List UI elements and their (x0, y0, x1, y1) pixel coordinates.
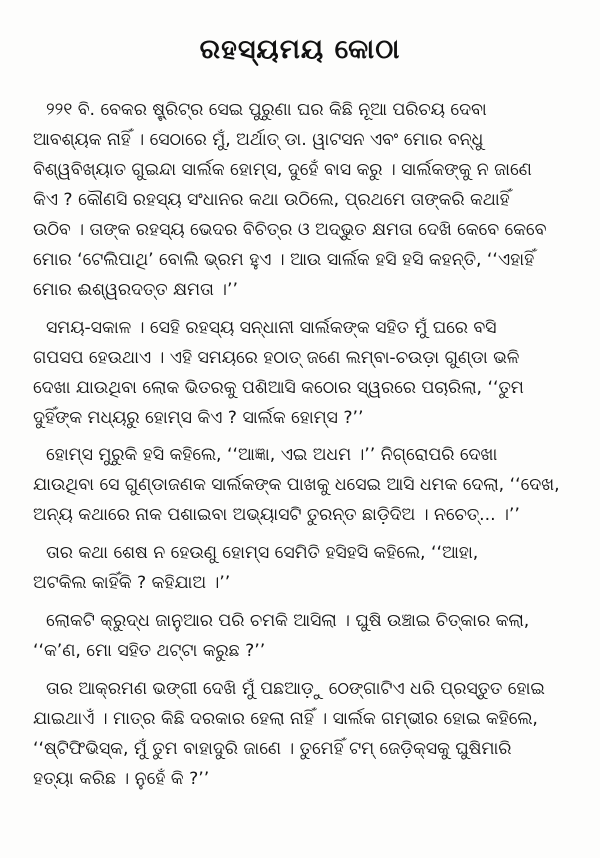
chapter-title: ରହସ୍ୟମୟ କୋଠା (199, 34, 401, 65)
text-line: ଗପସପ ହେଉଥାଏ । ଏହି ସମୟରେ ହଠାତ୍ ଜଣେ ଲମ୍ବା-ଚଉଡ଼ା ଗୁଣ୍ଡା ଭଳି (33, 348, 520, 368)
text-line: ବିଶ୍ୱବିଖ୍ୟାତ ଗୁଇନ୍ଦା ସାର୍ଲକ ହୋମ୍ସ, ଦୁହେଁ ବାସ କରୁ । ସାର୍ଲକଙ୍କୁ ନ ଜାଣେ (33, 160, 532, 180)
text-line: ଲୋକଟି କ୍ରୁଦ୍ଧ ଜାନୁଆର ପରି ଚମକି ଆସିଲା । ଘୁଷି ଉଞ୍ଚାଇ ଚିତ୍କାର କଲା, (46, 611, 530, 631)
text-line: ତାର କଥା ଶେଷ ନ ହେଉଣୁ ହୋମ୍ସ ସେମିତି ହସିହସି କହିଲେ, ‘‘ଆହା, (46, 543, 479, 563)
text-line: ୨୨୧ ବି. ବେକର ଷ୍ଟ୍ରିଟ୍‌ର ସେଇ ପୁରୁଣା ଘର କିଛି ନୂଆ ପରିଚୟ ଦେବା (46, 100, 487, 120)
text-line: କିଏ ? କୌଣସି ରହସ୍ୟ ସଂଧାନର କଥା ଉଠିଲେ, ପ୍ରଥମେ ତାଙ୍କରି କଥାହିଁ (33, 190, 510, 210)
text-line: ଯାଉଥିବା ସେ ଗୁଣ୍ଡାଜଣକ ସାର୍ଲକଙ୍କ ପାଖକୁ ଧସେଇ ଆସି ଧମକ ଦେଲା, ‘‘ଦେଖ, (33, 475, 560, 495)
text-line: ହୋମ୍ସ ମୁରୁକି ହସି କହିଲେ, ‘‘ଆଜ୍ଞା, ଏଇ ଅଧମ ।’’ ନିଗ୍ରୋପରି ଦେଖା (46, 445, 498, 465)
text-line: ଦୁହିଁଙ୍କ ମଧ୍ୟରୁ ହୋମ୍ସ କିଏ ? ସାର୍ଲକ ହୋମ୍ସ ?’’ (33, 408, 364, 428)
text-line: ହତ୍ୟା କରିଛ । ନୁହେଁ କି ?’’ (33, 769, 210, 789)
text-line: ଦେଖା ଯାଉଥିବା ଲୋକ ଭିତରକୁ ପଶିଆସି କଠୋର ସ୍ୱରରେ ପଚାରିଲା, ‘‘ତୁମ (33, 378, 524, 398)
text-line: ଯାଇଥାଏଁ । ମାତ୍ର କିଛି ଦରକାର ହେଲା ନାହିଁ । ସାର୍ଲକ ଗମ୍ଭୀର ହୋଇ କହିଲେ, (33, 709, 538, 729)
text-line: ତାର ଆକ୍ରମଣ ଭଙ୍ଗୀ ଦେଖି ମୁଁ ପଛଆଡ଼ୁ ଠେଙ୍ଗାଟିଏ ଧରି ପ୍ରସ୍ତୁତ ହୋଇ (46, 679, 545, 699)
text-line: ‘‘କ’ଣ, ମୋ ସହିତ ଥଟ୍ଟା କରୁଛ ?’’ (33, 641, 266, 661)
text-line: ସମୟ-ସକାଳ । ସେହି ରହସ୍ୟ ସନ୍ଧାନୀ ସାର୍ଲକଙ୍କ ସହିତ ମୁଁ ଘରେ ବସି (46, 318, 497, 338)
text-line: ଉଠିବ । ତାଙ୍କ ରହସ୍ୟ ଭେଦର ବିଚିତ୍ର ଓ ଅଦ୍ଭୁତ କ୍ଷମତା ଦେଖି କେବେ କେବେ (33, 220, 547, 240)
text-line: ଅନ୍ୟ କଥାରେ ନାକ ପଶାଇବା ଅଭ୍ୟାସଟି ତୁରନ୍ତ ଛାଡ଼ିଦିଅ । ନଚେତ୍... ।’’ (33, 505, 520, 525)
text-line: ଅଟକିଲ କାହିଁକି ? କହିଯାଅ ।’’ (33, 573, 231, 593)
text-line: ‘‘ଷ୍ଟିଫିଭିସ୍କ, ମୁଁ ତୁମ ବାହାଦୁରି ଜାଣେ । ତୁମେହିଁ ଟମ୍ ଜେଡ଼ିକ୍ସକୁ ଘୁଷିମାରି (33, 739, 512, 759)
text-line: ମୋର ଈଶ୍ୱରଦତ୍ତ କ୍ଷମତା ।’’ (33, 280, 238, 300)
text-line: ମୋର ‘ଟେଲିପାଥି’ ବୋଲି ଭ୍ରମ ହୁଏ । ଆଉ ସାର୍ଲକ ହସି ହସି କହନ୍ତି, ‘‘ଏହାହିଁ (33, 250, 535, 270)
text-line: ଆବଶ୍ୟକ ନାହିଁ । ସେଠାରେ ମୁଁ, ଅର୍ଥାତ୍ ଡା. ୱାଟସନ ଏବଂ ମୋର ବନ୍ଧୁ (33, 130, 484, 150)
